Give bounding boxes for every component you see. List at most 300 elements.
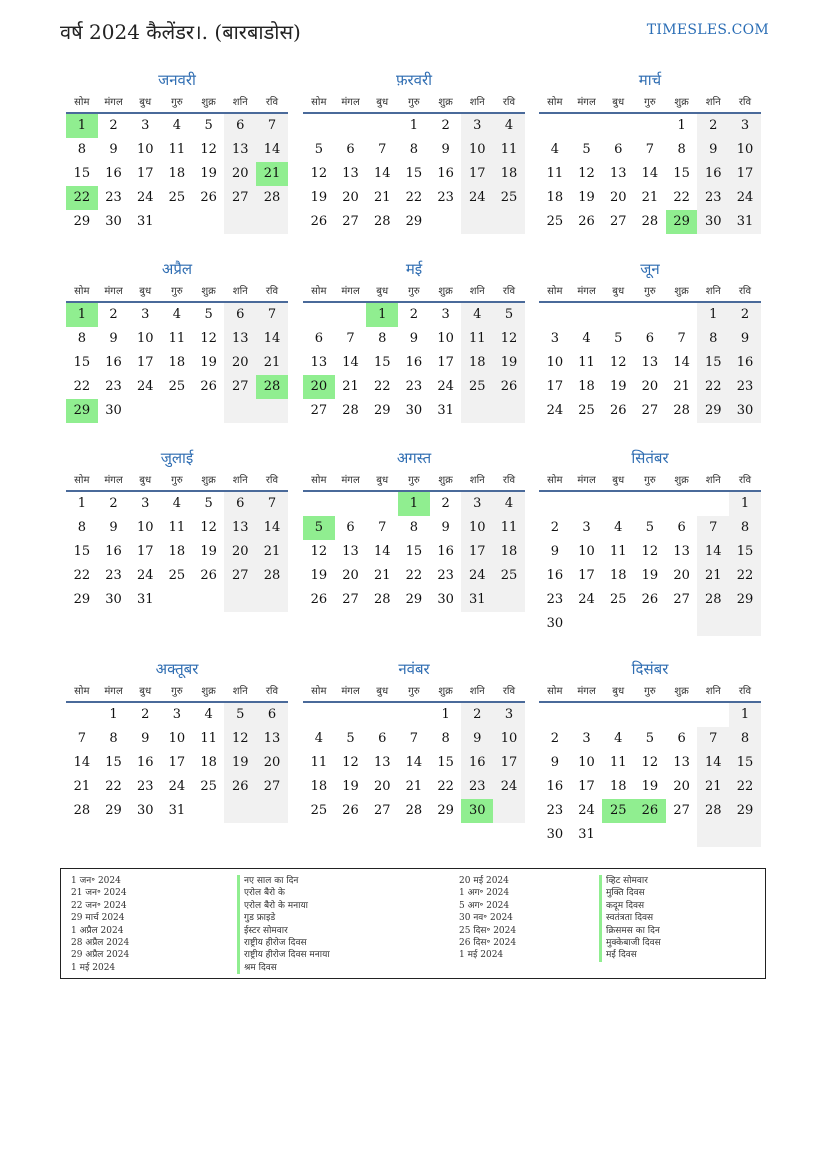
day-cell[interactable]: 8: [77, 520, 86, 535]
day-cell[interactable]: 3: [550, 331, 559, 346]
day-cell[interactable]: 27: [342, 592, 359, 607]
day-cell[interactable]: 5: [346, 731, 355, 746]
day-cell[interactable]: 8: [677, 142, 686, 157]
day-cell[interactable]: 19: [578, 190, 595, 205]
day-cell[interactable]: 3: [461, 492, 493, 516]
day-cell[interactable]: 15: [73, 355, 91, 370]
day-cell[interactable]: 18: [546, 190, 564, 205]
day-cell[interactable]: 22: [66, 186, 98, 210]
day-cell[interactable]: 28: [405, 803, 423, 818]
day-cell[interactable]: 22: [405, 568, 423, 583]
day-cell[interactable]: 20: [373, 779, 391, 794]
day-cell[interactable]: 1: [366, 303, 398, 327]
day-cell[interactable]: 24: [729, 186, 761, 210]
day-cell[interactable]: 6: [645, 331, 655, 346]
day-cell[interactable]: 23: [461, 775, 493, 799]
day-cell[interactable]: 24: [546, 403, 564, 418]
day-cell[interactable]: 9: [109, 142, 118, 157]
day-cell[interactable]: 26: [200, 379, 217, 394]
day-cell[interactable]: 4: [314, 731, 323, 746]
day-cell[interactable]: 9: [729, 327, 761, 351]
day-cell[interactable]: 1: [677, 118, 686, 133]
day-cell[interactable]: 22: [373, 379, 391, 394]
day-cell[interactable]: 16: [105, 166, 122, 181]
day-cell[interactable]: 1: [109, 707, 118, 722]
day-cell[interactable]: 2: [461, 703, 493, 727]
day-cell[interactable]: 20: [673, 568, 690, 583]
day-cell[interactable]: 7: [378, 142, 387, 157]
day-cell[interactable]: 4: [614, 731, 623, 746]
day-cell[interactable]: 2: [441, 118, 450, 133]
day-cell[interactable]: 10: [136, 331, 154, 346]
day-cell[interactable]: 18: [609, 568, 627, 583]
day-cell[interactable]: 9: [109, 331, 118, 346]
day-cell[interactable]: 6: [256, 703, 288, 727]
day-cell[interactable]: 5: [204, 118, 213, 133]
day-cell[interactable]: 2: [697, 114, 729, 138]
day-cell[interactable]: 7: [409, 731, 419, 746]
day-cell[interactable]: 16: [461, 751, 493, 775]
day-cell[interactable]: 6: [378, 731, 387, 746]
day-cell[interactable]: 15: [729, 540, 761, 564]
day-cell[interactable]: 26: [609, 403, 627, 418]
day-cell[interactable]: 7: [77, 731, 86, 746]
day-cell[interactable]: 15: [405, 166, 423, 181]
day-cell[interactable]: 12: [493, 327, 525, 351]
day-cell[interactable]: 9: [461, 727, 493, 751]
day-cell[interactable]: 2: [409, 307, 419, 322]
day-cell[interactable]: 9: [441, 520, 450, 535]
day-cell[interactable]: 3: [141, 496, 150, 511]
day-cell[interactable]: 16: [729, 351, 761, 375]
day-cell[interactable]: 7: [256, 114, 288, 138]
day-cell[interactable]: 16: [437, 544, 454, 559]
day-cell[interactable]: 30: [546, 616, 564, 631]
day-cell[interactable]: 17: [493, 751, 525, 775]
day-cell[interactable]: 26: [578, 214, 595, 229]
day-cell[interactable]: 14: [256, 516, 288, 540]
day-cell[interactable]: 24: [578, 592, 595, 607]
day-cell[interactable]: 31: [578, 827, 595, 842]
day-cell[interactable]: 26: [200, 568, 217, 583]
day-cell[interactable]: 16: [105, 544, 122, 559]
day-cell[interactable]: 20: [673, 779, 690, 794]
day-cell[interactable]: 21: [673, 379, 690, 394]
day-cell[interactable]: 26: [310, 214, 328, 229]
day-cell[interactable]: 7: [645, 142, 655, 157]
day-cell[interactable]: 14: [373, 544, 391, 559]
day-cell[interactable]: 11: [310, 755, 328, 770]
day-cell[interactable]: 29: [66, 399, 98, 423]
day-cell[interactable]: 5: [204, 307, 213, 322]
day-cell[interactable]: 8: [109, 731, 118, 746]
day-cell[interactable]: 10: [493, 727, 525, 751]
day-cell[interactable]: 1: [729, 703, 761, 727]
day-cell[interactable]: 7: [378, 520, 387, 535]
day-cell[interactable]: 20: [224, 162, 256, 186]
day-cell[interactable]: 10: [168, 731, 186, 746]
day-cell[interactable]: 16: [437, 166, 454, 181]
day-cell[interactable]: 10: [729, 138, 761, 162]
day-cell[interactable]: 11: [609, 544, 627, 559]
day-cell[interactable]: 9: [697, 138, 729, 162]
day-cell[interactable]: 12: [200, 520, 217, 535]
day-cell[interactable]: 2: [550, 520, 559, 535]
day-cell[interactable]: 23: [729, 375, 761, 399]
day-cell[interactable]: 8: [729, 516, 761, 540]
day-cell[interactable]: 24: [136, 379, 154, 394]
day-cell[interactable]: 2: [550, 731, 559, 746]
day-cell[interactable]: 23: [546, 803, 564, 818]
day-cell[interactable]: 4: [172, 118, 182, 133]
day-cell[interactable]: 19: [609, 379, 627, 394]
day-cell[interactable]: 26: [200, 190, 217, 205]
day-cell[interactable]: 19: [200, 355, 217, 370]
day-cell[interactable]: 14: [697, 540, 729, 564]
day-cell[interactable]: 4: [204, 707, 213, 722]
day-cell[interactable]: 28: [641, 214, 659, 229]
day-cell[interactable]: 11: [168, 142, 186, 157]
day-cell[interactable]: 31: [136, 592, 154, 607]
day-cell[interactable]: 18: [168, 544, 186, 559]
day-cell[interactable]: 4: [172, 307, 182, 322]
day-cell[interactable]: 23: [136, 779, 154, 794]
day-cell[interactable]: 17: [437, 355, 454, 370]
day-cell[interactable]: 2: [109, 118, 118, 133]
day-cell[interactable]: 25: [493, 564, 525, 588]
day-cell[interactable]: 20: [609, 190, 627, 205]
day-cell[interactable]: 22: [105, 779, 122, 794]
day-cell[interactable]: 10: [461, 138, 493, 162]
day-cell[interactable]: 17: [578, 779, 595, 794]
day-cell[interactable]: 31: [461, 588, 493, 612]
day-cell[interactable]: 16: [105, 355, 122, 370]
day-cell[interactable]: 3: [141, 307, 150, 322]
day-cell[interactable]: 1: [398, 492, 430, 516]
day-cell[interactable]: 23: [546, 592, 564, 607]
day-cell[interactable]: 22: [729, 775, 761, 799]
day-cell[interactable]: 14: [373, 166, 391, 181]
day-cell[interactable]: 7: [697, 516, 729, 540]
day-cell[interactable]: 4: [550, 142, 559, 157]
day-cell[interactable]: 22: [673, 190, 690, 205]
day-cell[interactable]: 21: [342, 379, 359, 394]
day-cell[interactable]: 22: [697, 375, 729, 399]
day-cell[interactable]: 12: [641, 544, 659, 559]
day-cell[interactable]: 9: [409, 331, 419, 346]
day-cell[interactable]: 8: [77, 142, 86, 157]
day-cell[interactable]: 24: [437, 379, 454, 394]
day-cell[interactable]: 13: [224, 327, 256, 351]
day-cell[interactable]: 26: [641, 592, 659, 607]
day-cell[interactable]: 13: [224, 138, 256, 162]
day-cell[interactable]: 13: [673, 544, 690, 559]
day-cell[interactable]: 11: [493, 138, 525, 162]
day-cell[interactable]: 3: [582, 520, 591, 535]
day-cell[interactable]: 15: [405, 544, 423, 559]
site-link[interactable]: TIMESLES.COM: [646, 22, 769, 38]
day-cell[interactable]: 1: [409, 118, 419, 133]
day-cell[interactable]: 24: [493, 775, 525, 799]
day-cell[interactable]: 4: [493, 492, 525, 516]
day-cell[interactable]: 17: [136, 166, 154, 181]
day-cell[interactable]: 5: [493, 303, 525, 327]
day-cell[interactable]: 1: [697, 303, 729, 327]
day-cell[interactable]: 8: [409, 520, 419, 535]
day-cell[interactable]: 14: [73, 755, 91, 770]
day-cell[interactable]: 21: [373, 568, 391, 583]
day-cell[interactable]: 17: [136, 355, 154, 370]
day-cell[interactable]: 9: [441, 142, 450, 157]
day-cell[interactable]: 13: [373, 755, 391, 770]
day-cell[interactable]: 18: [461, 351, 493, 375]
day-cell[interactable]: 31: [136, 214, 154, 229]
day-cell[interactable]: 25: [546, 214, 564, 229]
day-cell[interactable]: 13: [310, 355, 328, 370]
day-cell[interactable]: 28: [373, 214, 391, 229]
day-cell[interactable]: 8: [729, 727, 761, 751]
day-cell[interactable]: 5: [303, 516, 335, 540]
day-cell[interactable]: 21: [73, 779, 91, 794]
day-cell[interactable]: 1: [77, 496, 86, 511]
day-cell[interactable]: 12: [609, 355, 627, 370]
day-cell[interactable]: 3: [172, 707, 182, 722]
day-cell[interactable]: 17: [729, 162, 761, 186]
day-cell[interactable]: 28: [373, 592, 391, 607]
day-cell[interactable]: 2: [729, 303, 761, 327]
day-cell[interactable]: 10: [136, 520, 154, 535]
day-cell[interactable]: 10: [437, 331, 454, 346]
day-cell[interactable]: 15: [729, 751, 761, 775]
day-cell[interactable]: 12: [578, 166, 595, 181]
day-cell[interactable]: 29: [729, 799, 761, 823]
day-cell[interactable]: 21: [405, 779, 423, 794]
day-cell[interactable]: 28: [342, 403, 359, 418]
day-cell[interactable]: 14: [673, 355, 690, 370]
day-cell[interactable]: 19: [641, 568, 659, 583]
day-cell[interactable]: 6: [614, 142, 623, 157]
day-cell[interactable]: 7: [256, 492, 288, 516]
day-cell[interactable]: 31: [729, 210, 761, 234]
day-cell[interactable]: 17: [578, 568, 595, 583]
day-cell[interactable]: 18: [168, 166, 186, 181]
day-cell[interactable]: 15: [673, 166, 690, 181]
day-cell[interactable]: 20: [342, 568, 359, 583]
day-cell[interactable]: 26: [493, 375, 525, 399]
day-cell[interactable]: 14: [256, 327, 288, 351]
day-cell[interactable]: 12: [342, 755, 359, 770]
day-cell[interactable]: 30: [461, 799, 493, 823]
day-cell[interactable]: 30: [437, 592, 454, 607]
day-cell[interactable]: 14: [697, 751, 729, 775]
day-cell[interactable]: 14: [641, 166, 659, 181]
day-cell[interactable]: 19: [493, 351, 525, 375]
day-cell[interactable]: 20: [256, 751, 288, 775]
day-cell[interactable]: 23: [437, 190, 454, 205]
day-cell[interactable]: 8: [409, 142, 419, 157]
day-cell[interactable]: 19: [310, 568, 328, 583]
day-cell[interactable]: 25: [461, 375, 493, 399]
day-cell[interactable]: 5: [645, 520, 655, 535]
day-cell[interactable]: 19: [200, 544, 217, 559]
day-cell[interactable]: 19: [342, 779, 359, 794]
day-cell[interactable]: 6: [224, 114, 256, 138]
day-cell[interactable]: 28: [73, 803, 91, 818]
day-cell[interactable]: 12: [200, 331, 217, 346]
day-cell[interactable]: 7: [697, 727, 729, 751]
day-cell[interactable]: 25: [168, 190, 186, 205]
day-cell[interactable]: 2: [141, 707, 150, 722]
day-cell[interactable]: 18: [493, 162, 525, 186]
day-cell[interactable]: 25: [168, 379, 186, 394]
day-cell[interactable]: 25: [310, 803, 328, 818]
day-cell[interactable]: 19: [224, 751, 256, 775]
day-cell[interactable]: 24: [461, 564, 493, 588]
day-cell[interactable]: 12: [310, 544, 328, 559]
day-cell[interactable]: 11: [546, 166, 564, 181]
day-cell[interactable]: 22: [729, 564, 761, 588]
day-cell[interactable]: 2: [109, 307, 118, 322]
day-cell[interactable]: 11: [168, 520, 186, 535]
day-cell[interactable]: 6: [346, 520, 355, 535]
day-cell[interactable]: 7: [256, 303, 288, 327]
day-cell[interactable]: 27: [641, 403, 659, 418]
day-cell[interactable]: 29: [373, 403, 391, 418]
day-cell[interactable]: 27: [342, 214, 359, 229]
day-cell[interactable]: 29: [105, 803, 122, 818]
day-cell[interactable]: 24: [461, 186, 493, 210]
day-cell[interactable]: 25: [602, 799, 634, 823]
day-cell[interactable]: 19: [200, 166, 217, 181]
day-cell[interactable]: 23: [105, 190, 122, 205]
day-cell[interactable]: 18: [168, 355, 186, 370]
day-cell[interactable]: 30: [105, 214, 122, 229]
day-cell[interactable]: 30: [136, 803, 154, 818]
day-cell[interactable]: 24: [578, 803, 595, 818]
day-cell[interactable]: 12: [641, 755, 659, 770]
day-cell[interactable]: 18: [310, 779, 328, 794]
day-cell[interactable]: 10: [136, 142, 154, 157]
day-cell[interactable]: 27: [673, 592, 690, 607]
day-cell[interactable]: 21: [373, 190, 391, 205]
day-cell[interactable]: 15: [697, 351, 729, 375]
day-cell[interactable]: 2: [109, 496, 118, 511]
day-cell[interactable]: 24: [168, 779, 186, 794]
day-cell[interactable]: 10: [546, 355, 564, 370]
day-cell[interactable]: 22: [405, 190, 423, 205]
day-cell[interactable]: 27: [609, 214, 627, 229]
day-cell[interactable]: 16: [697, 162, 729, 186]
day-cell[interactable]: 3: [582, 731, 591, 746]
day-cell[interactable]: 29: [73, 592, 91, 607]
day-cell[interactable]: 11: [493, 516, 525, 540]
day-cell[interactable]: 9: [141, 731, 150, 746]
day-cell[interactable]: 27: [224, 564, 256, 588]
day-cell[interactable]: 12: [310, 166, 328, 181]
day-cell[interactable]: 21: [697, 564, 729, 588]
day-cell[interactable]: 14: [256, 138, 288, 162]
day-cell[interactable]: 21: [256, 351, 288, 375]
day-cell[interactable]: 26: [310, 592, 328, 607]
day-cell[interactable]: 29: [437, 803, 454, 818]
day-cell[interactable]: 23: [697, 186, 729, 210]
day-cell[interactable]: 13: [673, 755, 690, 770]
day-cell[interactable]: 10: [461, 516, 493, 540]
day-cell[interactable]: 15: [73, 544, 91, 559]
day-cell[interactable]: 21: [641, 190, 659, 205]
day-cell[interactable]: 6: [677, 731, 686, 746]
day-cell[interactable]: 18: [609, 779, 627, 794]
day-cell[interactable]: 18: [200, 755, 217, 770]
day-cell[interactable]: 3: [141, 118, 150, 133]
day-cell[interactable]: 30: [729, 399, 761, 423]
day-cell[interactable]: 15: [105, 755, 122, 770]
day-cell[interactable]: 22: [437, 779, 454, 794]
day-cell[interactable]: 17: [461, 162, 493, 186]
day-cell[interactable]: 8: [697, 327, 729, 351]
day-cell[interactable]: 28: [256, 564, 288, 588]
day-cell[interactable]: 30: [697, 210, 729, 234]
day-cell[interactable]: 3: [493, 703, 525, 727]
day-cell[interactable]: 12: [200, 142, 217, 157]
day-cell[interactable]: 15: [373, 355, 391, 370]
day-cell[interactable]: 21: [256, 162, 288, 186]
day-cell[interactable]: 27: [310, 403, 328, 418]
day-cell[interactable]: 16: [405, 355, 423, 370]
day-cell[interactable]: 31: [168, 803, 186, 818]
day-cell[interactable]: 19: [641, 779, 659, 794]
day-cell[interactable]: 21: [697, 775, 729, 799]
day-cell[interactable]: 11: [200, 731, 217, 746]
day-cell[interactable]: 17: [546, 379, 564, 394]
day-cell[interactable]: 17: [168, 755, 186, 770]
day-cell[interactable]: 27: [373, 803, 391, 818]
day-cell[interactable]: 1: [441, 707, 450, 722]
day-cell[interactable]: 4: [582, 331, 591, 346]
day-cell[interactable]: 8: [441, 731, 450, 746]
day-cell[interactable]: 6: [224, 303, 256, 327]
day-cell[interactable]: 14: [405, 755, 423, 770]
day-cell[interactable]: 25: [578, 403, 595, 418]
day-cell[interactable]: 4: [461, 303, 493, 327]
day-cell[interactable]: 6: [677, 520, 686, 535]
day-cell[interactable]: 21: [256, 540, 288, 564]
day-cell[interactable]: 28: [697, 588, 729, 612]
day-cell[interactable]: 27: [673, 803, 690, 818]
day-cell[interactable]: 20: [224, 351, 256, 375]
day-cell[interactable]: 9: [109, 520, 118, 535]
day-cell[interactable]: 5: [582, 142, 591, 157]
day-cell[interactable]: 23: [405, 379, 423, 394]
day-cell[interactable]: 13: [641, 355, 659, 370]
day-cell[interactable]: 22: [73, 568, 91, 583]
day-cell[interactable]: 29: [729, 588, 761, 612]
day-cell[interactable]: 14: [342, 355, 359, 370]
day-cell[interactable]: 10: [578, 755, 595, 770]
day-cell[interactable]: 20: [303, 375, 335, 399]
day-cell[interactable]: 18: [578, 379, 595, 394]
day-cell[interactable]: 23: [105, 568, 122, 583]
day-cell[interactable]: 5: [314, 142, 323, 157]
day-cell[interactable]: 20: [641, 379, 659, 394]
day-cell[interactable]: 25: [168, 568, 186, 583]
day-cell[interactable]: 29: [697, 399, 729, 423]
day-cell[interactable]: 29: [666, 210, 698, 234]
day-cell[interactable]: 28: [697, 799, 729, 823]
day-cell[interactable]: 16: [136, 755, 154, 770]
day-cell[interactable]: 15: [437, 755, 454, 770]
day-cell[interactable]: 1: [729, 492, 761, 516]
